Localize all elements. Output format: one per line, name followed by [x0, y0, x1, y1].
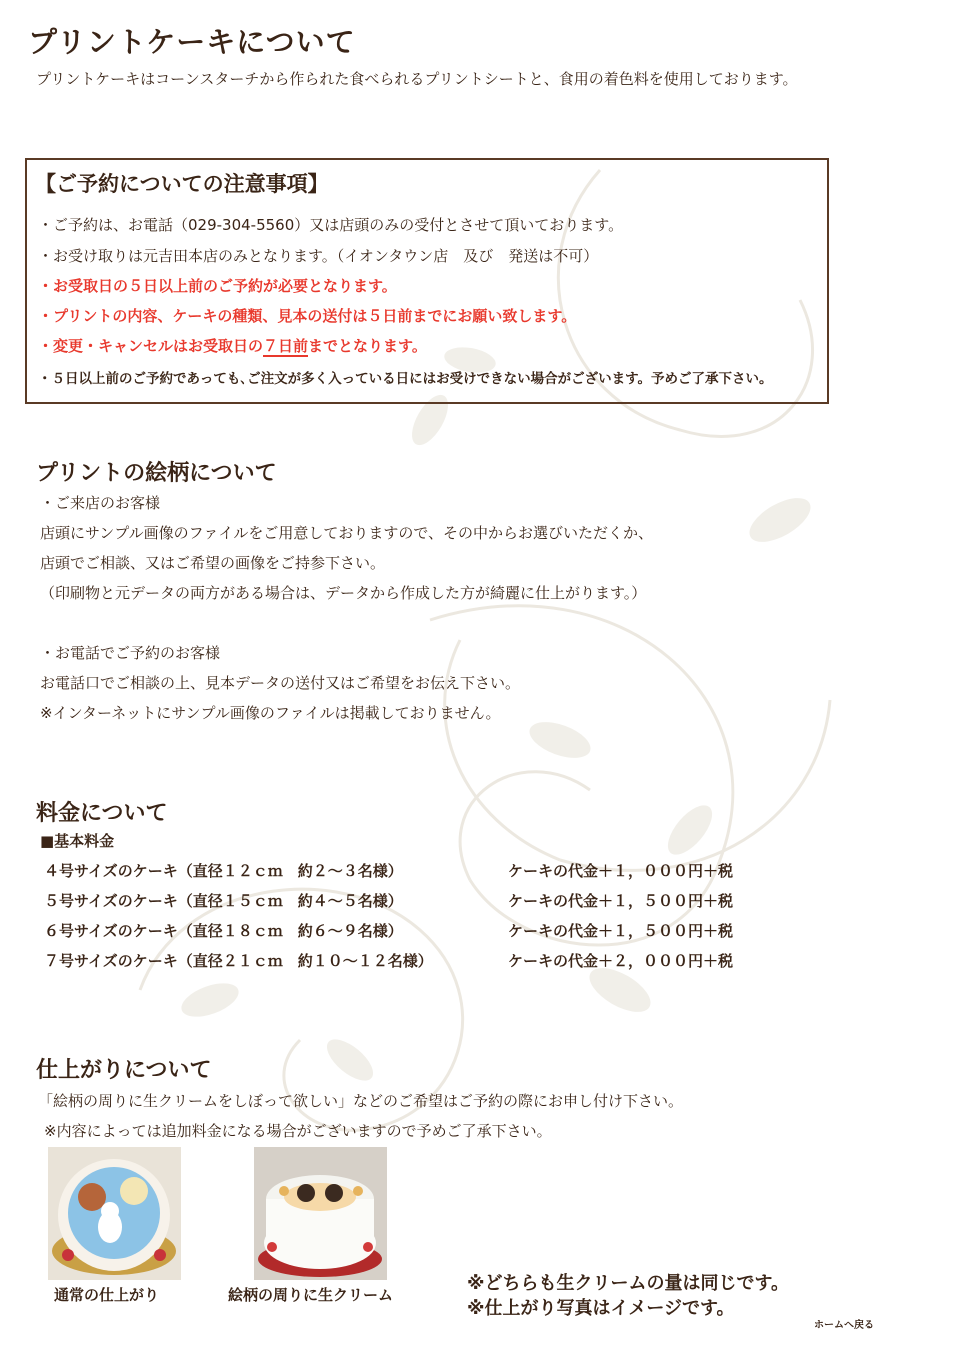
notice-line-phone: ・ご予約は、お電話（029-304-5560）又は店頭のみの受付とさせて頂いております。 — [38, 216, 624, 234]
intro-text: プリントケーキはコーンスターチから作られた食べられるプリントシートと、食用の着色料を使用しております。 — [36, 70, 798, 88]
price-row — [44, 950, 733, 971]
notice-line-cancel-highlight: ７日前 — [263, 337, 309, 355]
price-row-label: ６号サイズのケーキ（直径１８ｃｍ 約６～９名様） — [44, 922, 403, 940]
price-row-label: ７号サイズのケーキ（直径２１ｃｍ 約１０～１２名様） — [44, 952, 433, 970]
price-row-price: ケーキの代金＋１，５００円＋税 — [508, 892, 734, 910]
pricing-heading: 料金について — [36, 801, 168, 826]
price-row — [44, 920, 733, 941]
price-row — [44, 860, 733, 881]
notice-line-pickup: ・お受け取りは元吉田本店のみとなります。（イオンタウン店 及び 発送は不可） — [38, 247, 599, 265]
design-instore-line2: 店頭でご相談、又はご希望の画像をご持参下さい。 — [40, 554, 386, 572]
design-phone-label: ・お電話でご予約のお客様 — [40, 644, 221, 662]
cake-photo-cream — [254, 1147, 387, 1280]
caption-normal: 通常の仕上がり — [54, 1286, 160, 1304]
finish-line1: 「絵柄の周りに生クリームをしぼって欲しい」などのご希望はご予約の際にお申し付け下さい。 — [38, 1092, 684, 1110]
pricing-subheading: ■基本料金 — [40, 832, 115, 850]
notice-line-deadline: ・プリントの内容、ケーキの種類、見本の送付は５日前までにお願い致します。 — [38, 307, 577, 325]
design-phone-line2: ※インターネットにサンプル画像のファイルは掲載しておりません。 — [40, 704, 501, 722]
design-instore-label: ・ご来店のお客様 — [40, 494, 161, 512]
notice-line-cancel — [38, 335, 427, 356]
notice-line-cancel-pre: ・変更・キャンセルはお受取日の — [38, 337, 264, 355]
design-phone-line1: お電話口でご相談の上、見本データの送付又はご希望をお伝え下さい。 — [40, 674, 521, 692]
notice-line-busy: ・５日以上前のご予約であっても､ご注文が多く入っている日にはお受けできない場合がございます。予めご了承下さい。 — [38, 371, 773, 387]
notice-title: 【ご予約についての注意事項】 — [35, 172, 329, 196]
cake-photo-normal — [48, 1147, 181, 1280]
design-heading: プリントの絵柄について — [36, 461, 277, 486]
design-instore-line3: （印刷物と元データの両方がある場合は、データから作成した方が綺麗に仕上がります。） — [40, 584, 647, 602]
notice-line-cancel-post: までとなります。 — [308, 337, 427, 355]
caption-cream: 絵柄の周りに生クリーム — [228, 1286, 394, 1304]
page-title: プリントケーキについて — [28, 25, 356, 59]
price-row-label: ５号サイズのケーキ（直径１５ｃｍ 約４～５名様） — [44, 892, 403, 910]
price-row-price: ケーキの代金＋１，５００円＋税 — [508, 922, 734, 940]
note-image-only: ※仕上がり写真はイメージです。 — [467, 1298, 735, 1319]
notice-line-advance: ・お受取日の５日以上前のご予約が必要となります。 — [38, 277, 397, 295]
home-link[interactable]: ホームへ戻る — [814, 1320, 874, 1331]
finish-heading: 仕上がりについて — [36, 1058, 212, 1083]
price-row-label: ４号サイズのケーキ（直径１２ｃｍ 約２～３名様） — [44, 862, 403, 880]
price-row — [44, 890, 733, 911]
finish-line2: ※内容によっては追加料金になる場合がございますので予めご了承下さい。 — [44, 1122, 552, 1140]
note-cream-amount: ※どちらも生クリームの量は同じです。 — [467, 1273, 790, 1294]
price-row-price: ケーキの代金＋１，０００円＋税 — [508, 862, 734, 880]
price-row-price: ケーキの代金＋２，０００円＋税 — [508, 952, 734, 970]
design-instore-line1: 店頭にサンプル画像のファイルをご用意しておりますので、その中からお選びいただくか、 — [40, 524, 654, 542]
